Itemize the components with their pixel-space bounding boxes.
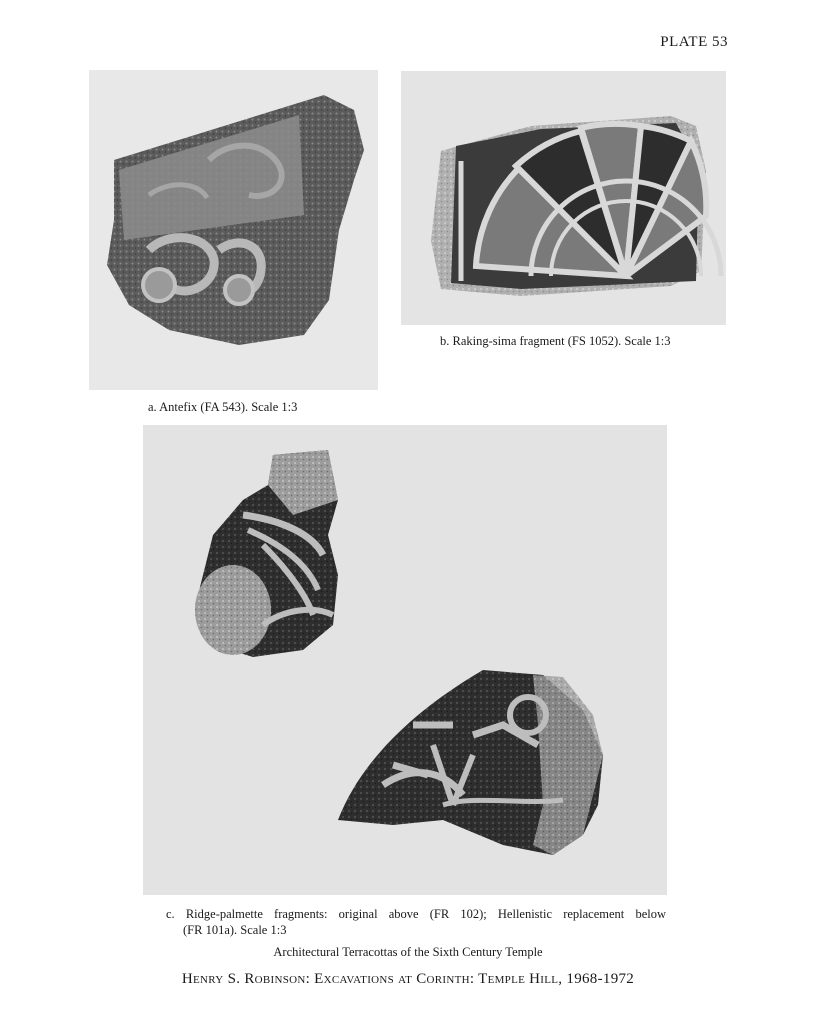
ridge-palmette-photo [143, 425, 667, 895]
figure-a-caption: a. Antefix (FA 543). Scale 1:3 [148, 400, 298, 414]
plate-subtitle: Architectural Terracottas of the Sixth Century Temple [273, 945, 543, 959]
figure-c-caption-line2: (FR 101a). Scale 1:3 [183, 923, 287, 937]
figure-c-caption-line1: c. Ridge-palmette fragments: original above (FR 102); Hellenistic replacement below [166, 907, 666, 921]
book-footer: Henry S. Robinson: Excavations at Corinth: Temple Hill, 1968-1972 [181, 971, 635, 987]
figure-b-caption: b. Raking-sima fragment (FS 1052). Scale 1:3 [440, 334, 671, 348]
raking-sima-photo [401, 71, 726, 325]
antefix-photo [89, 70, 378, 390]
plate-number: PLATE 53 [660, 34, 728, 50]
